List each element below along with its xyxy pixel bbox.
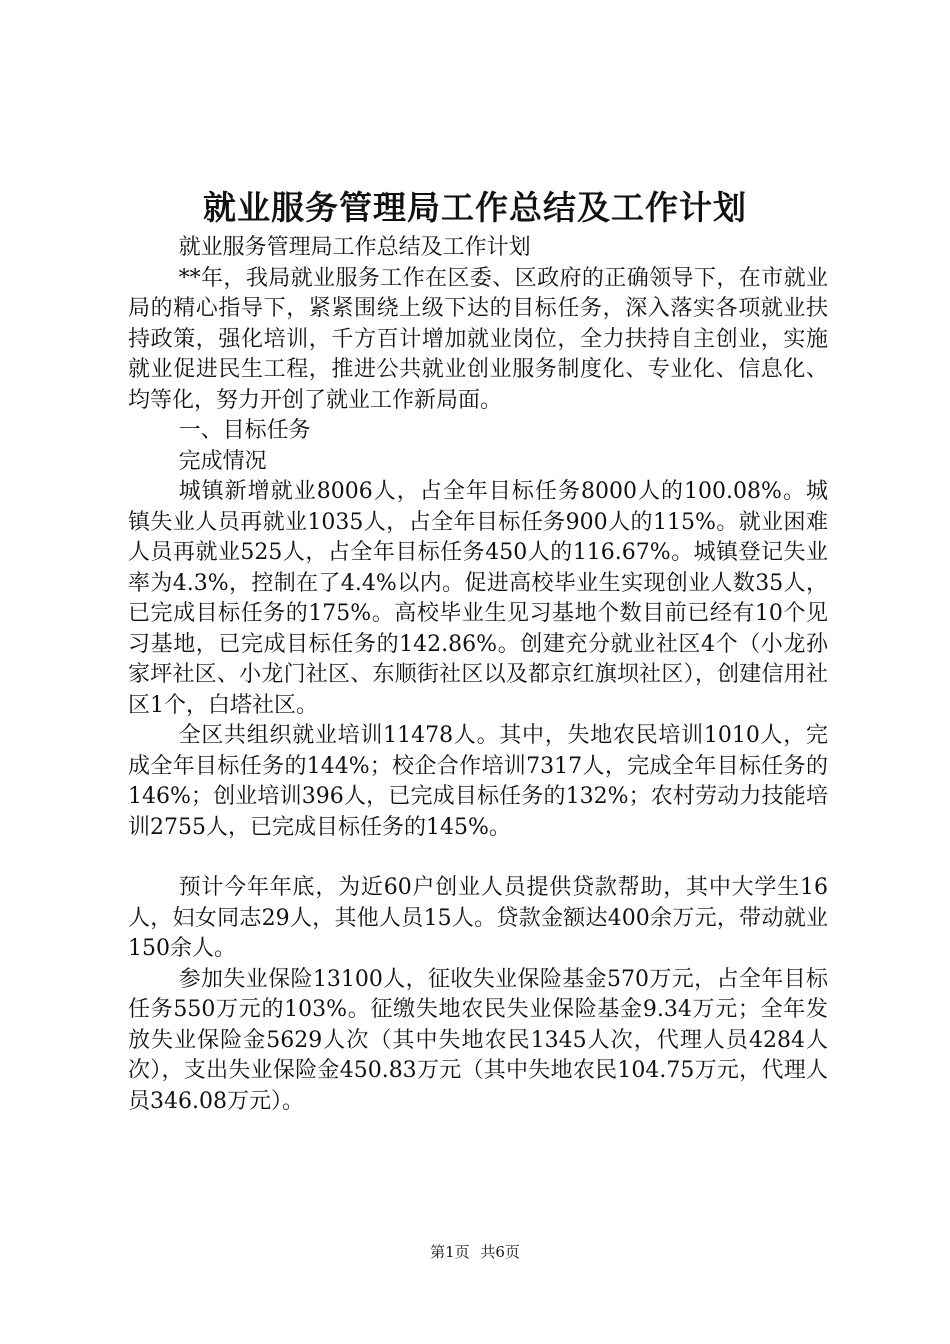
section-heading: 一、目标任务 (178, 418, 311, 443)
insurance-paragraph: 参加失业保险13100人，征收失业保险基金570万元，占全年目标任务550万元的103%。征缴失地农民失业保险基金9.34万元；全年发放失业保险金5629人次（其中失地农民1345人次，代理人员4284人次），支出失业保险金450.83万元（其中失地农民104.75万元，代理人员346.08万元）。 (128, 966, 828, 1114)
loan-paragraph: 预计今年年底，为近60户创业人员提供贷款帮助，其中大学生16人，妇女同志29人，其他人员15人。贷款金额达400余万元，带动就业150余人。 (128, 875, 828, 961)
paragraph-gap (128, 843, 828, 873)
document-title: 就业服务管理局工作总结及工作计划 (203, 188, 747, 227)
subsection-heading: 完成情况 (178, 448, 267, 474)
page-number: 第1页 (430, 1243, 470, 1261)
page-total: 共6页 (480, 1243, 520, 1261)
employment-paragraph: 城镇新增就业8006人，占全年目标任务8000人的100.08%。城镇失业人员再就业1035人，占全年目标任务900人的115%。就业困难人员再就业525人，占全年目标任务450人的116.67%。城镇登记失业率为4.3%，控制在了4.4%以内。促进高校毕业生实现创业人数35人，已完成目标任务的175%。高校毕业生见习基地个数目前已经有10个见习基地，已完成目标任务的142.86%。创建充分就业社区4个（小龙孙家坪社区、小龙门社区、东顺街社区以及都京红旗坝社区），创建信用社区1个，白塔社区。 (128, 479, 828, 718)
page-footer (0, 1242, 950, 1262)
intro-paragraph: **年，我局就业服务工作在区委、区政府的正确领导下，在市就业局的精心指导下，紧紧围绕上级下达的目标任务，深入落实各项就业扶持政策，强化培训，千方百计增加就业岗位，全力扶持自主创业，实施就业促进民生工程，推进公共就业创业服务制度化、专业化、信息化、均等化，努力开创了就业工作新局面。 (128, 265, 828, 413)
training-paragraph: 全区共组织就业培训11478人。其中，失地农民培训1010人，完成全年目标任务的144%；校企合作培训7317人，完成全年目标任务的146%；创业培训396人，已完成目标任务的132%；农村劳动力技能培训2755人，已完成目标任务的145%。 (128, 723, 828, 840)
subtitle-paragraph: 就业服务管理局工作总结及工作计划 (178, 235, 531, 260)
document-body (128, 233, 828, 1117)
